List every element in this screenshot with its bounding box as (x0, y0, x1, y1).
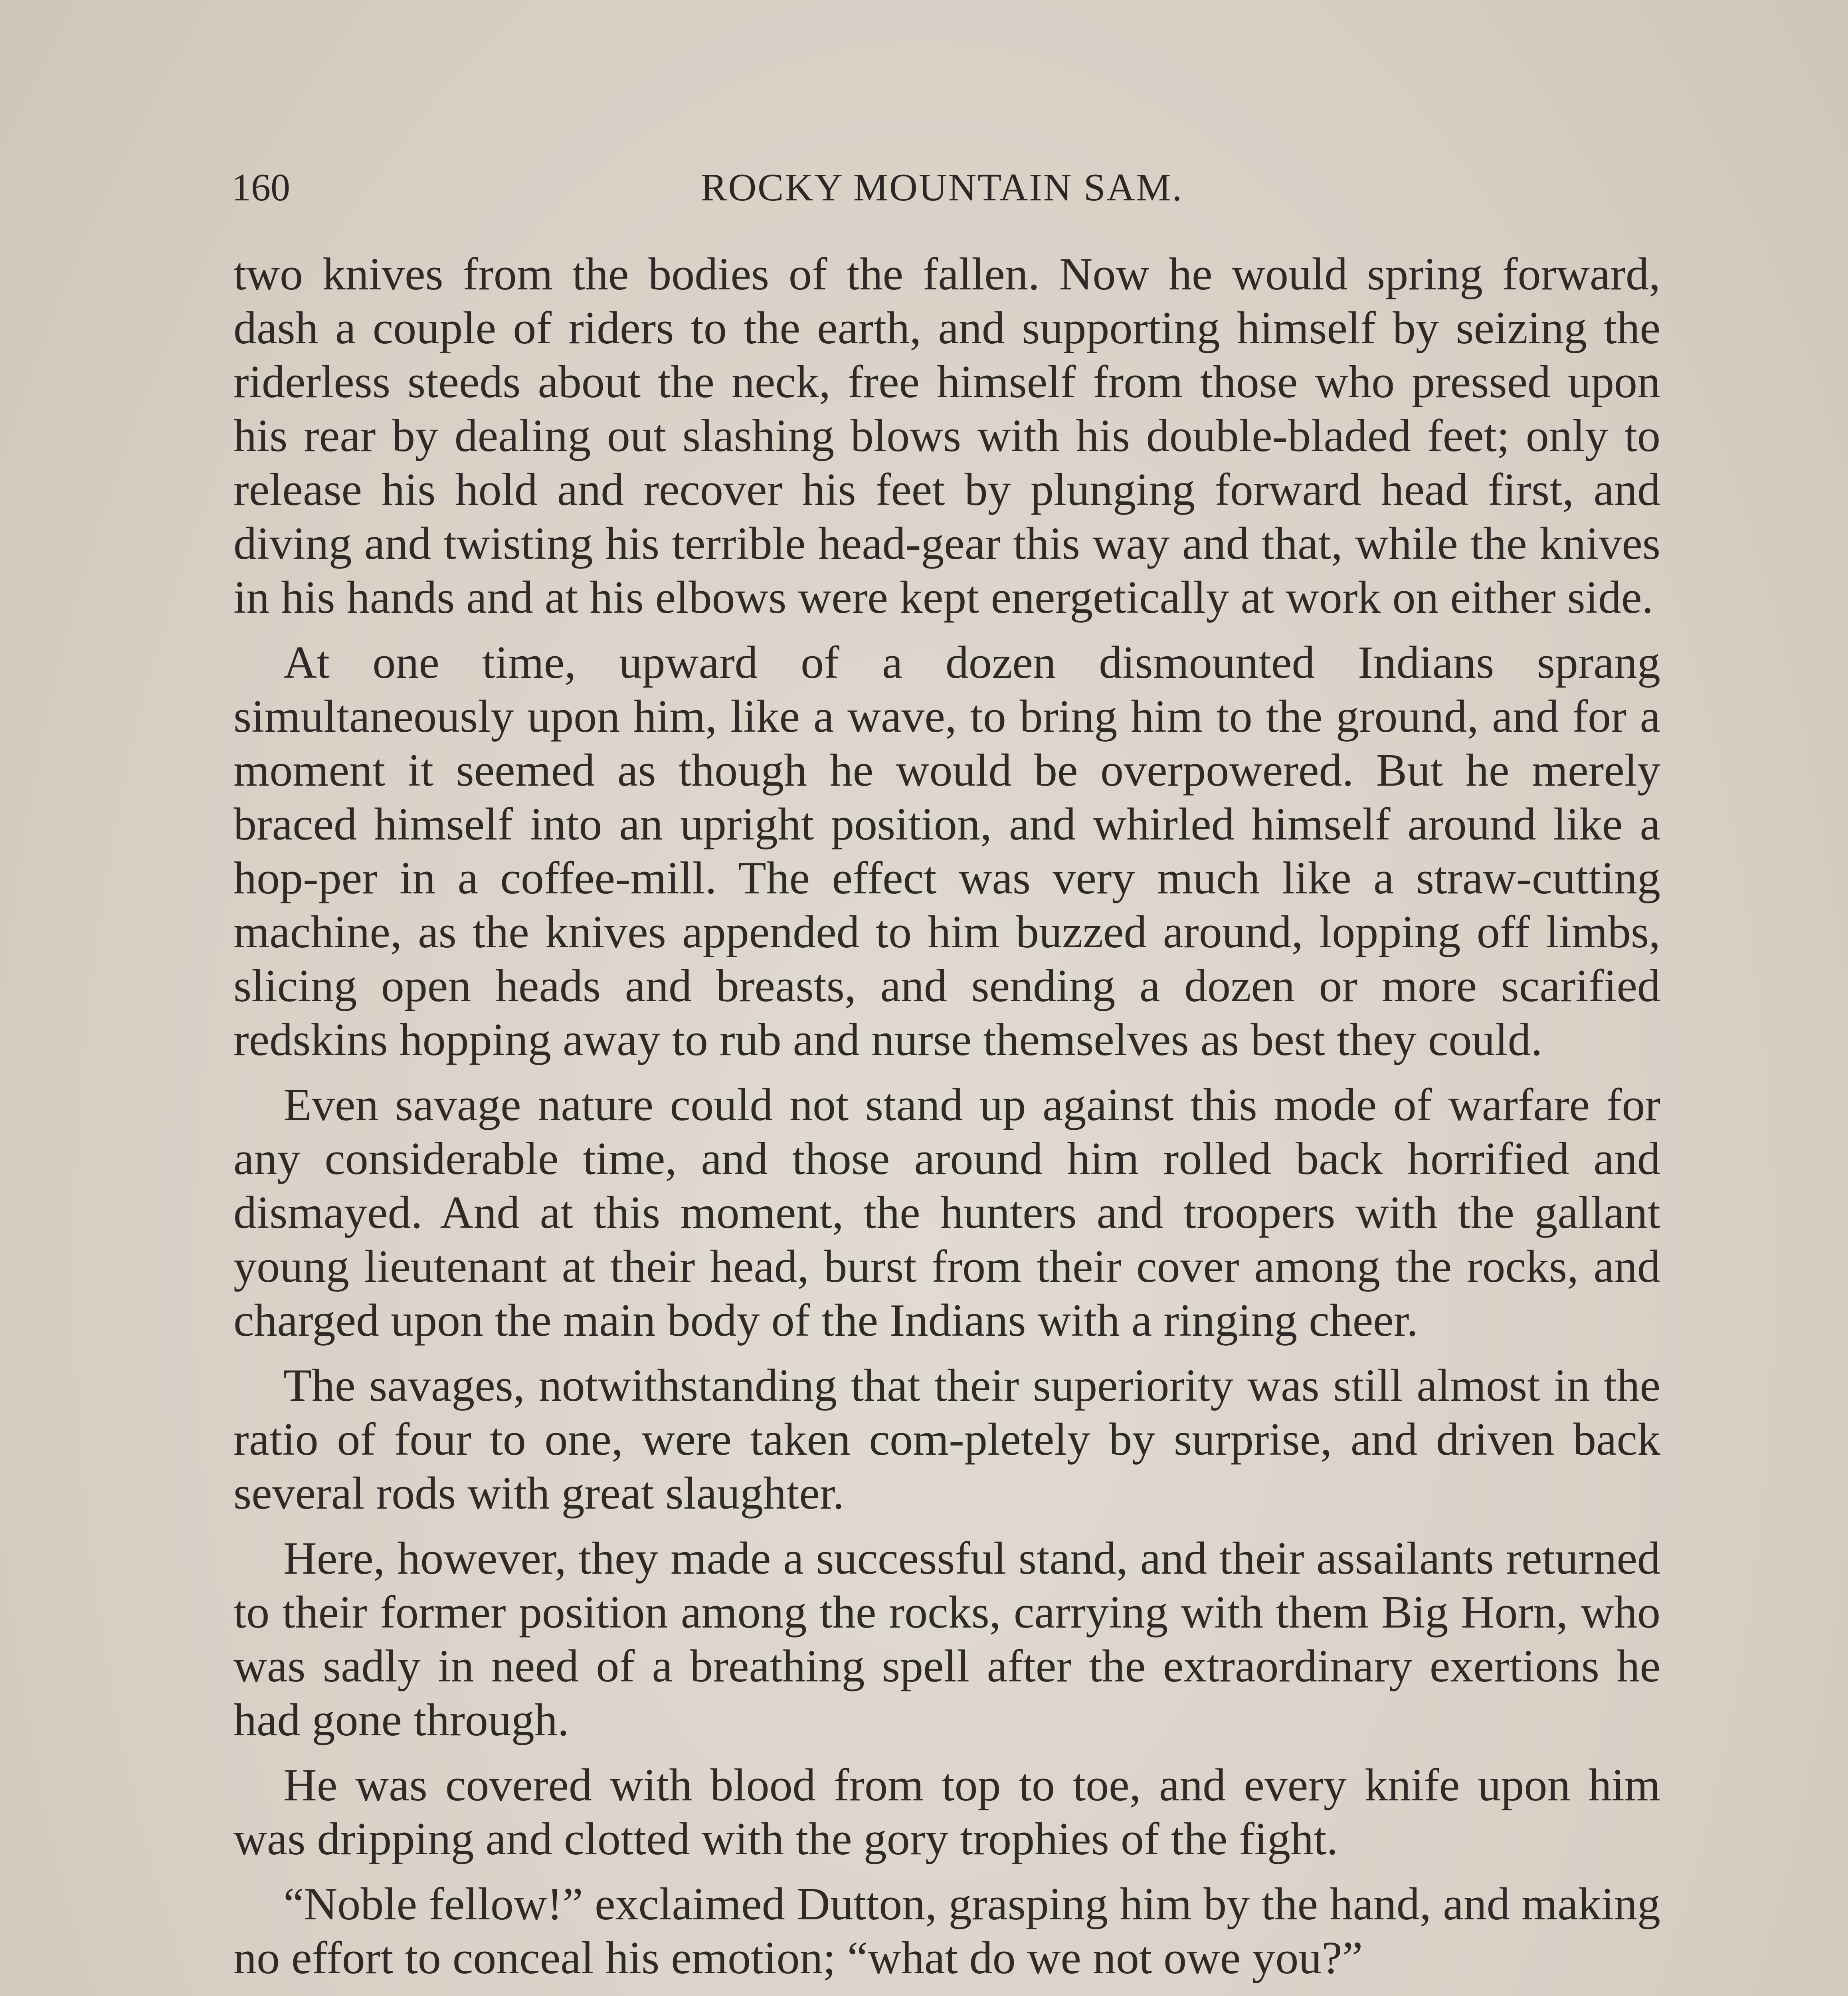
paragraph-6: He was covered with blood from top to toe, and every knife upon him was dripping and clotted with the gory trophies of the fight. (233, 1760, 1660, 1865)
paragraph-5: Here, however, they made a successful stand, and their assailants returned to their former position among the rocks, carrying with them Big Horn, who was sadly in need of a breathing spell after the extraordinary exertions he had gone through. (233, 1533, 1660, 1746)
page-number: 160 (231, 166, 290, 209)
paragraph-2: At one time, upward of a dozen dismounted Indians sprang simultaneously upon him, like a wave, to bring him to the ground, and for a moment it seemed as though he would be overpowered. But he merely braced himself into an upright position, and whirled himself around like a hop-per in a coffee-mill. The effect was very much like a straw-cutting machine, as the knives appended to him buzzed around, lopping off limbs, slicing open heads and breasts, and sending a dozen or more scarified redskins hopping away to rub and nurse themselves as best they could. (233, 637, 1660, 1065)
paragraph-3: Even savage nature could not stand up against this mode of warfare for any considerable time, and those around him rolled back horrified and dismayed. And at this moment, the hunters and troopers with the gallant young lieutenant at their head, burst from their cover among the rocks, and charged upon the main body of the Indians with a ringing cheer. (233, 1079, 1660, 1346)
paragraph-7: “Noble fellow!” exclaimed Dutton, grasping him by the hand, and making no effort to conceal his emotion; “what do we not owe you?” (233, 1879, 1660, 1984)
page-header (231, 160, 1652, 216)
paragraph-1: two knives from the bodies of the fallen. Now he would spring forward, dash a couple of riders to the earth, and supporting himself by seizing the riderless steeds about the neck, free himself from those who pressed upon his rear by dealing out slashing blows with his double-bladed feet; only to release his hold and recover his feet by plunging forward head first, and diving and twisting his terrible head-gear this way and that, while the knives in his hands and at his elbows were kept energetically at work on either side. (233, 249, 1660, 623)
body-text (233, 248, 1660, 1996)
paragraph-4: The savages, notwithstanding that their superiority was still almost in the ratio of four to one, were taken com-pletely by surprise, and driven back several rods with great slaughter. (233, 1360, 1660, 1519)
running-head: ROCKY MOUNTAIN SAM. (701, 166, 1183, 209)
